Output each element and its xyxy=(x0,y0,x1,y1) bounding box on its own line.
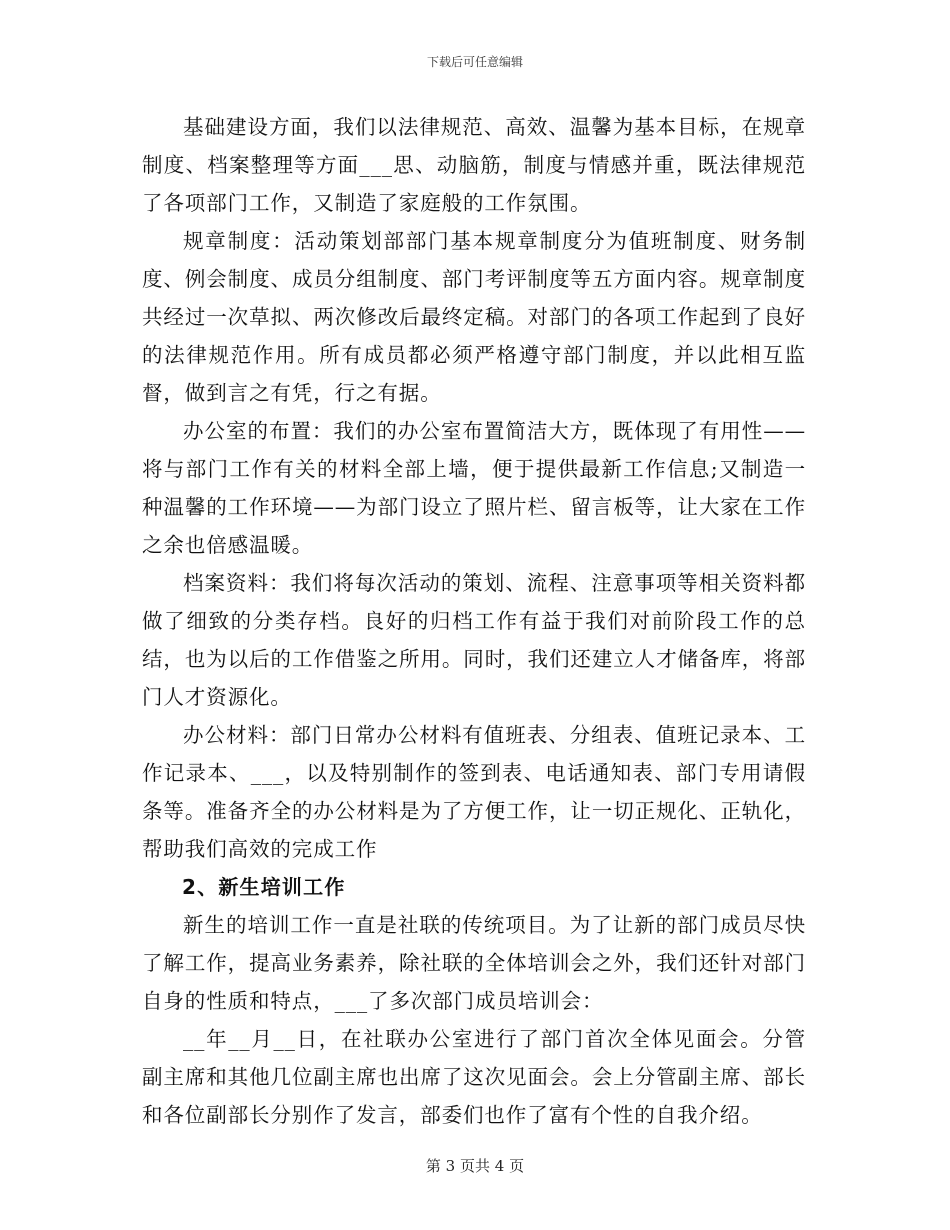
paragraph-archives: 档案资料：我们将每次活动的策划、流程、注意事项等相关资料都做了细致的分类存档。良好的归档工作有益于我们对前阶段工作的总结，也为以后的工作借鉴之所用。同时，我们还建立人才储备库，将部门人才资源化。 xyxy=(142,571,806,709)
document-body xyxy=(142,108,806,1134)
page-footer: 第 3 页共 4 页 xyxy=(425,1157,525,1175)
page-header: 下载后可任意编辑 xyxy=(426,55,523,69)
paragraph-first-meeting: __年__月__日，在社联办公室进行了部门首次全体见面会。分管副主席和其他几位副主席也出席了这次见面会。会上分管副主席、部长和各位副部长分别作了发言，部委们也作了富有个性的自我介绍。 xyxy=(142,1027,806,1127)
paragraph-training-intro: 新生的培训工作一直是社联的传统项目。为了让新的部门成员尽快了解工作，提高业务素养，除社联的全体培训会之外，我们还针对部门自身的性质和特点，___了多次部门成员培训会： xyxy=(142,913,806,1013)
paragraph-infrastructure: 基础建设方面，我们以法律规范、高效、温馨为基本目标，在规章制度、档案整理等方面___思、动脑筋，制度与情感并重，既法律规范了各项部门工作，又制造了家庭般的工作氛围。 xyxy=(142,115,806,215)
section-heading-training: 2、新生培训工作 xyxy=(182,875,346,899)
paragraph-office-layout: 办公室的布置：我们的办公室布置简洁大方，既体现了有用性——将与部门工作有关的材料全部上墙，便于提供最新工作信息;又制造一种温馨的工作环境——为部门设立了照片栏、留言板等，让大家在工作之余也倍感温暖。 xyxy=(142,419,806,557)
paragraph-rules: 规章制度：活动策划部部门基本规章制度分为值班制度、财务制度、例会制度、成员分组制度、部门考评制度等五方面内容。规章制度共经过一次草拟、两次修改后最终定稿。对部门的各项工作起到了良好的法律规范作用。所有成员都必须严格遵守部门制度，并以此相互监督，做到言之有凭，行之有据。 xyxy=(142,229,806,405)
paragraph-office-materials: 办公材料：部门日常办公材料有值班表、分组表、值班记录本、工作记录本、___，以及特别制作的签到表、电话通知表、部门专用请假条等。准备齐全的办公材料是为了方便工作，让一切正规化、正轨化，帮助我们高效的完成工作 xyxy=(142,723,806,861)
